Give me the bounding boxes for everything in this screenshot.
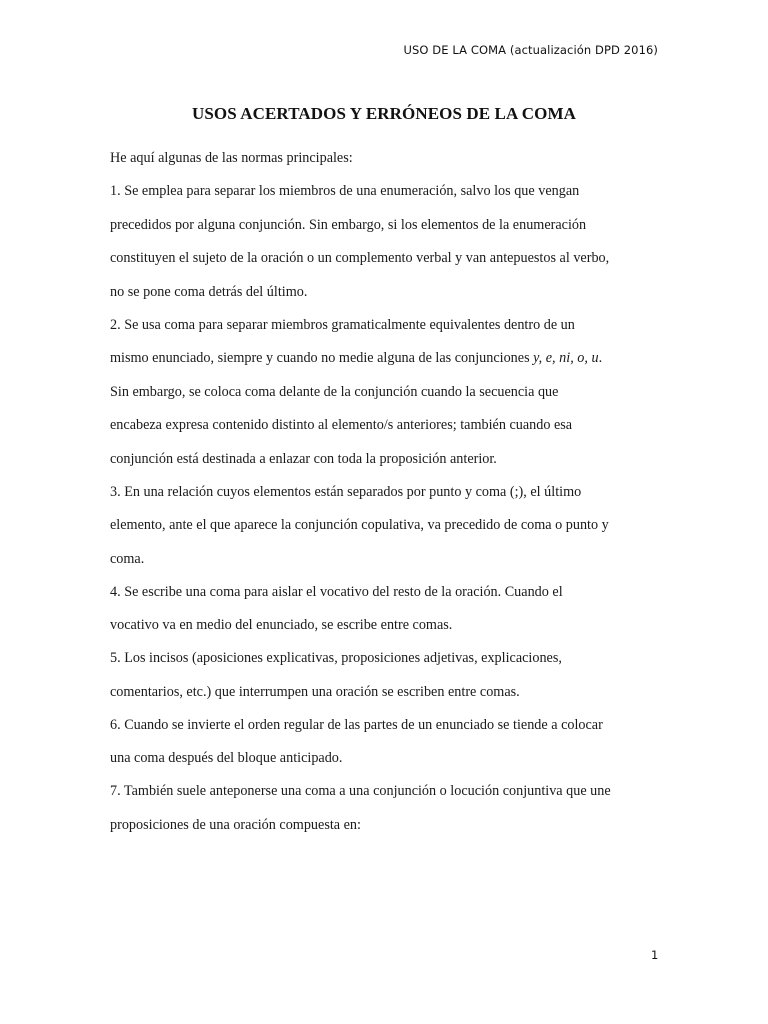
rule-1-line: precedidos por alguna conjunción. Sin embargo, si los elementos de la enumeración: [110, 216, 587, 233]
page-number: 1: [651, 948, 659, 962]
rule-6-line: una coma después del bloque anticipado.: [110, 750, 343, 766]
intro-line: He aquí algunas de las normas principales:: [110, 150, 353, 166]
rule-7-paragraph: [110, 783, 660, 841]
intro-paragraph: [110, 150, 660, 174]
rule-2-line: Sin embargo, se coloca coma delante de la conjunción cuando la secuencia que: [110, 383, 559, 400]
rule-6-paragraph: [110, 717, 660, 775]
rule-3-line: elemento, ante el que aparece la conjunción copulativa, va precedido de coma o punto y: [110, 517, 609, 533]
rule-4-line: vocativo va en medio del enunciado, se escribe entre comas.: [110, 617, 453, 633]
rule-4-line: 4. Se escribe una coma para aislar el vocativo del resto de la oración. Cuando el: [110, 583, 563, 600]
rule-1-line: no se pone coma detrás del último.: [110, 283, 308, 300]
rule-5-line: comentarios, etc.) que interrumpen una oración se escriben entre comas.: [110, 683, 520, 700]
rule-7-line: proposiciones de una oración compuesta en:: [110, 816, 361, 833]
rule-6-line: 6. Cuando se invierte el orden regular de las partes de un enunciado se tiende a colocar: [110, 716, 603, 733]
rule-5-line: 5. Los incisos (aposiciones explicativas, proposiciones adjetivas, explicaciones,: [110, 650, 562, 666]
conjunctions-italic: y, e, ni, o, u: [533, 350, 599, 366]
document-body: [110, 150, 660, 850]
rule-2-line-end: .: [598, 350, 603, 366]
rule-5-paragraph: [110, 650, 660, 708]
rule-2-line-text: mismo enunciado, siempre y cuando no medie alguna de las conjunciones: [110, 350, 534, 366]
rule-1-line: constituyen el sujeto de la oración o un complemento verbal y van antepuestos al verbo,: [110, 250, 610, 266]
rule-3-line: coma.: [110, 550, 145, 567]
rule-4-paragraph: [110, 584, 660, 642]
rule-3-line: 3. En una relación cuyos elementos están separados por punto y coma (;), el último: [110, 483, 582, 500]
document-title: USOS ACERTADOS Y ERRÓNEOS DE LA COMA: [192, 104, 576, 123]
rule-1-line: 1. Se emplea para separar los miembros de una enumeración, salvo los que vengan: [110, 183, 580, 199]
rule-2-line: conjunción está destinada a enlazar con toda la proposición anterior.: [110, 450, 497, 467]
running-header: USO DE LA COMA (actualización DPD 2016): [403, 43, 658, 57]
rule-7-line: 7. También suele anteponerse una coma a una conjunción o locución conjuntiva que une: [110, 783, 611, 799]
rule-2-line: 2. Se usa coma para separar miembros gramaticalmente equivalentes dentro de un: [110, 316, 575, 333]
rule-2-line: [110, 350, 660, 384]
rule-3-paragraph: [110, 484, 660, 575]
rule-2-line: encabeza expresa contenido distinto al elemento/s anteriores; también cuando esa: [110, 417, 573, 433]
rule-1-paragraph: [110, 183, 660, 308]
rule-2-paragraph: [110, 317, 660, 475]
